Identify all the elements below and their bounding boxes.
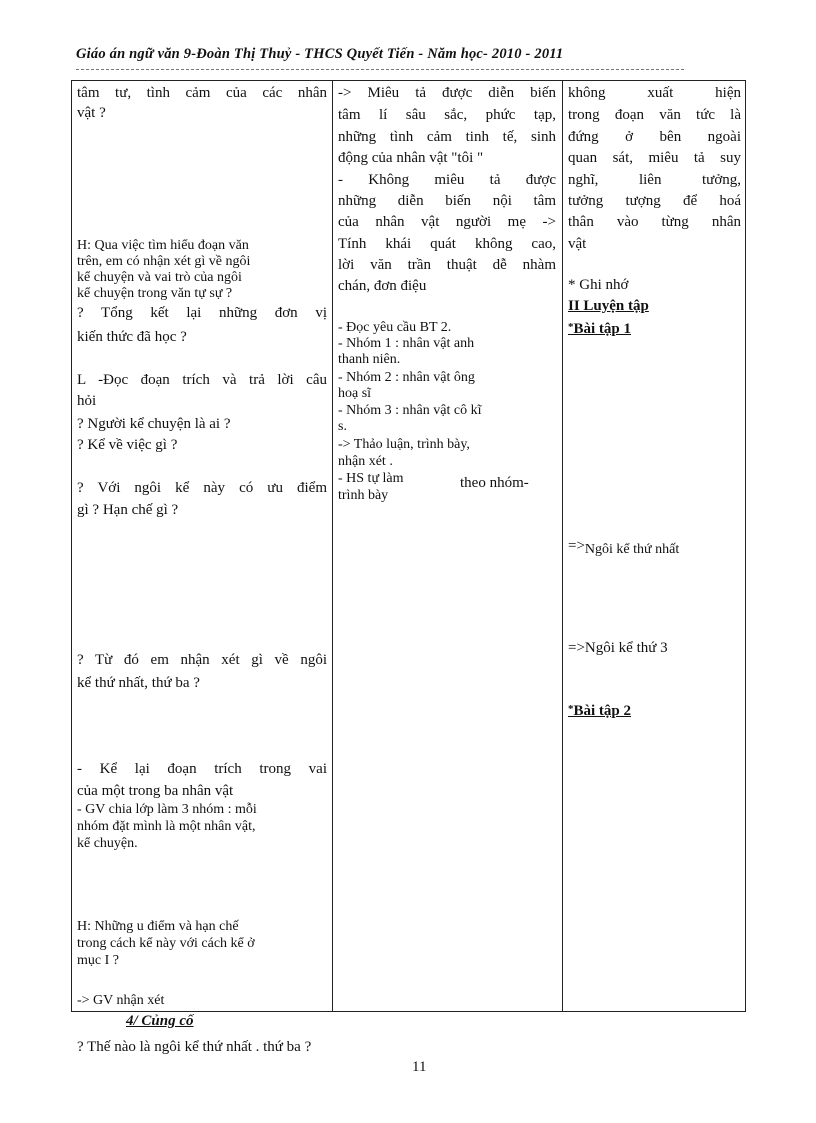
text-line: H: Qua việc tìm hiểu đoạn văn — [77, 238, 249, 253]
text-line: nghĩ, liên tưởng, — [568, 172, 741, 188]
text-line: -> Thảo luận, trình bày, — [338, 437, 470, 452]
text-line: - Đọc yêu cầu BT 2. — [338, 320, 452, 335]
text-line: - Nhóm 2 : nhân vật ông — [338, 370, 475, 385]
column-divider-2 — [562, 81, 563, 1011]
text-line: của một trong ba nhân vật — [77, 783, 234, 799]
text-line: không xuất hiện — [568, 85, 741, 101]
text-line: ? Tổng kết lại những đơn vị — [77, 305, 327, 321]
text-line: -> Miêu tả được diễn biến — [338, 85, 556, 101]
lesson-table — [71, 80, 746, 1012]
page-number: 11 — [412, 1059, 427, 1075]
text-line: nhóm đặt mình là một nhân vật, — [77, 819, 256, 834]
text-line: kiến thức đã học ? — [77, 329, 187, 345]
text-line: - HS tự làm — [338, 471, 404, 486]
text-line: gì ? Hạn chế gì ? — [77, 502, 179, 518]
text-line: s. — [338, 419, 347, 434]
column-divider-1 — [332, 81, 333, 1011]
text-line: kể chuyện trong văn tự sự ? — [77, 286, 233, 301]
text-line: những tình cảm tinh tế, sinh — [338, 129, 556, 145]
text-line: hỏi — [77, 393, 97, 409]
text-line: trong cách kể này với cách kể ở — [77, 936, 255, 951]
text-line: đứng ở bên ngoài — [568, 129, 741, 145]
ghi-nho-label: * Ghi nhớ — [568, 277, 629, 293]
page-header-title: Giáo án ngữ văn 9-Đoàn Thị Thuỷ - THCS Quyết Tiến - Năm học- 2010 - 2011 — [76, 46, 564, 62]
text-line: hoạ sĩ — [338, 386, 372, 401]
text-line: thân vào từng nhân — [568, 214, 741, 230]
text-line: quan sát, miêu tả suy — [568, 150, 741, 166]
text-line: chán, đơn điệu — [338, 278, 427, 294]
text-line: ? Với ngôi kể này có ưu điểm — [77, 480, 327, 496]
text-line: - Nhóm 3 : nhân vật cô kĩ — [338, 403, 482, 418]
text-line: vật — [568, 236, 587, 252]
text-line: - Không miêu tả được — [338, 172, 556, 188]
text-line: - Kể lại đoạn trích trong vai — [77, 761, 327, 777]
text-line: L -Đọc đoạn trích và trả lời câu — [77, 372, 327, 388]
text-line: thanh niên. — [338, 352, 401, 367]
header-divider — [76, 69, 684, 70]
text-line: H: Những u điểm và hạn chế — [77, 919, 239, 934]
text-line: Tính khái quát không cao, — [338, 236, 556, 252]
section-heading-luyen-tap: II Luyện tập — [568, 298, 649, 314]
text-line: tưởng tượng để hoá — [568, 193, 741, 209]
text-line: -> GV nhận xét — [77, 993, 165, 1008]
third-person-answer: =>Ngôi kể thứ 3 — [568, 640, 668, 656]
text-line: ? Từ đó em nhận xét gì về ngôi — [77, 652, 327, 668]
exercise-1-heading: *Bài tập 1 — [568, 321, 632, 337]
text-line: ? Kể về việc gì ? — [77, 437, 178, 453]
text-line: kể thứ nhất, thứ ba ? — [77, 675, 200, 691]
text-line: kể chuyện. — [77, 836, 138, 851]
text-line: trình bày — [338, 488, 389, 503]
text-line: động của nhân vật "tôi " — [338, 150, 484, 166]
text-line: trong đoạn văn tức là — [568, 107, 741, 123]
text-line: nhận xét . — [338, 454, 393, 469]
text-line: theo nhóm- — [460, 475, 529, 491]
text-line: của nhân vật người mẹ -> — [338, 214, 556, 230]
text-line: trên, em có nhận xét gì về ngôi — [77, 254, 251, 269]
text-line: - Nhóm 1 : nhân vật anh — [338, 336, 475, 351]
text-line: lời văn trần thuật dễ nhàm — [338, 257, 556, 273]
text-line: kể chuyện và vai trò của ngôi — [77, 270, 242, 285]
text-line: những diễn biến nội tâm — [338, 193, 556, 209]
review-question: ? Thế nào là ngôi kể thứ nhất . thứ ba ? — [77, 1039, 312, 1055]
section-heading-cung-co: 4/ Củng cố — [126, 1013, 194, 1029]
first-person-answer: =>Ngôi kể thứ nhất — [568, 538, 680, 557]
exercise-2-heading: *Bài tập 2 — [568, 703, 632, 719]
text-line: mục I ? — [77, 953, 119, 968]
text-line: - GV chia lớp làm 3 nhóm : mỗi — [77, 802, 257, 817]
text-line: ? Người kể chuyện là ai ? — [77, 416, 231, 432]
text-line: tâm lí sâu sắc, phức tạp, — [338, 107, 556, 123]
text-line: tâm tư, tình cảm của các nhân — [77, 85, 327, 101]
text-line: vật ? — [77, 105, 106, 121]
